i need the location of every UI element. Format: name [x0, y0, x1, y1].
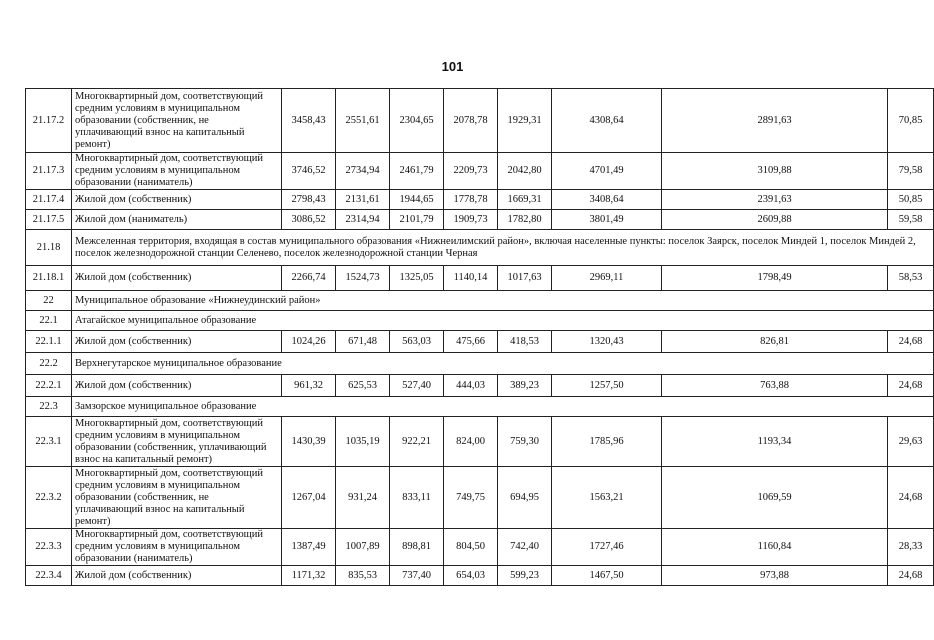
value-cell: 2734,94 [336, 153, 390, 190]
section-row [26, 353, 934, 375]
value-cell: 1909,73 [444, 210, 498, 230]
value-cell: 3408,64 [552, 190, 662, 210]
value-cell: 1778,78 [444, 190, 498, 210]
row-code: 21.17.4 [26, 190, 72, 210]
row-name: Жилой дом (собственник) [72, 566, 282, 586]
value-cell: 4701,49 [552, 153, 662, 190]
value-cell: 79,58 [888, 153, 934, 190]
row-name: Жилой дом (собственник) [72, 375, 282, 397]
value-cell: 2551,61 [336, 89, 390, 153]
value-cell: 563,03 [390, 331, 444, 353]
row-code: 22.3.2 [26, 467, 72, 529]
value-cell: 2891,63 [662, 89, 888, 153]
value-cell: 1929,31 [498, 89, 552, 153]
value-cell: 59,58 [888, 210, 934, 230]
tariff-table [25, 88, 934, 586]
value-cell: 1017,63 [498, 266, 552, 291]
row-code: 22.3 [26, 397, 72, 417]
value-cell: 1430,39 [282, 417, 336, 467]
row-code: 22.3.4 [26, 566, 72, 586]
value-cell: 2798,43 [282, 190, 336, 210]
section-row [26, 291, 934, 311]
table-row [26, 331, 934, 353]
value-cell: 4308,64 [552, 89, 662, 153]
value-cell: 3746,52 [282, 153, 336, 190]
value-cell: 1563,21 [552, 467, 662, 529]
row-name: Жилой дом (собственник) [72, 331, 282, 353]
row-name: Жилой дом (наниматель) [72, 210, 282, 230]
row-code: 22.2.1 [26, 375, 72, 397]
value-cell: 3109,88 [662, 153, 888, 190]
value-cell: 804,50 [444, 529, 498, 566]
value-cell: 1193,34 [662, 417, 888, 467]
value-cell: 1069,59 [662, 467, 888, 529]
section-row [26, 311, 934, 331]
value-cell: 70,85 [888, 89, 934, 153]
value-cell: 389,23 [498, 375, 552, 397]
value-cell: 835,53 [336, 566, 390, 586]
value-cell: 973,88 [662, 566, 888, 586]
value-cell: 444,03 [444, 375, 498, 397]
value-cell: 1140,14 [444, 266, 498, 291]
page-number: 101 [441, 59, 464, 74]
table-row [26, 529, 934, 566]
table-row [26, 190, 934, 210]
value-cell: 1171,32 [282, 566, 336, 586]
row-name: Многоквартирный дом, соответствующий средним условиям в муниципальном образовании (наниматель) [72, 529, 282, 566]
value-cell: 898,81 [390, 529, 444, 566]
value-cell: 2042,80 [498, 153, 552, 190]
value-cell: 24,68 [888, 375, 934, 397]
row-code: 22.1.1 [26, 331, 72, 353]
row-name: Многоквартирный дом, соответствующий средним условиям в муниципальном образовании (собственник, не уплачивающий взнос на капитальный ремонт) [72, 467, 282, 529]
value-cell: 1160,84 [662, 529, 888, 566]
table-row [26, 417, 934, 467]
section-title: Атагайское муниципальное образование [72, 311, 934, 331]
value-cell: 3458,43 [282, 89, 336, 153]
value-cell: 961,32 [282, 375, 336, 397]
value-cell: 671,48 [336, 331, 390, 353]
value-cell: 737,40 [390, 566, 444, 586]
value-cell: 475,66 [444, 331, 498, 353]
row-code: 21.17.2 [26, 89, 72, 153]
value-cell: 1387,49 [282, 529, 336, 566]
value-cell: 1944,65 [390, 190, 444, 210]
section-title: Верхнегутарское муниципальное образование [72, 353, 934, 375]
value-cell: 922,21 [390, 417, 444, 467]
table-row [26, 467, 934, 529]
row-code: 22.1 [26, 311, 72, 331]
value-cell: 1267,04 [282, 467, 336, 529]
table-row [26, 210, 934, 230]
value-cell: 1035,19 [336, 417, 390, 467]
value-cell: 418,53 [498, 331, 552, 353]
section-row [26, 397, 934, 417]
section-title: Муниципальное образование «Нижнеудинский район» [72, 291, 934, 311]
value-cell: 2314,94 [336, 210, 390, 230]
value-cell: 58,53 [888, 266, 934, 291]
value-cell: 2131,61 [336, 190, 390, 210]
value-cell: 1798,49 [662, 266, 888, 291]
value-cell: 749,75 [444, 467, 498, 529]
value-cell: 2609,88 [662, 210, 888, 230]
row-code: 22 [26, 291, 72, 311]
value-cell: 24,68 [888, 566, 934, 586]
table-row [26, 566, 934, 586]
value-cell: 2969,11 [552, 266, 662, 291]
value-cell: 2391,63 [662, 190, 888, 210]
value-cell: 29,63 [888, 417, 934, 467]
value-cell: 1257,50 [552, 375, 662, 397]
row-code: 21.18.1 [26, 266, 72, 291]
value-cell: 826,81 [662, 331, 888, 353]
section-row [26, 230, 934, 266]
value-cell: 763,88 [662, 375, 888, 397]
row-name: Многоквартирный дом, соответствующий средним условиям в муниципальном образовании (наниматель) [72, 153, 282, 190]
value-cell: 931,24 [336, 467, 390, 529]
row-code: 22.3.3 [26, 529, 72, 566]
value-cell: 2078,78 [444, 89, 498, 153]
value-cell: 833,11 [390, 467, 444, 529]
row-code: 22.3.1 [26, 417, 72, 467]
row-code: 21.17.3 [26, 153, 72, 190]
row-code: 21.17.5 [26, 210, 72, 230]
table-row [26, 153, 934, 190]
value-cell: 3086,52 [282, 210, 336, 230]
value-cell: 1524,73 [336, 266, 390, 291]
row-name: Многоквартирный дом, соответствующий средним условиям в муниципальном образовании (собственник, не уплачивающий взнос на капитальный ремонт) [72, 89, 282, 153]
value-cell: 1024,26 [282, 331, 336, 353]
row-name: Многоквартирный дом, соответствующий средним условиям в муниципальном образовании (собственник, уплачивающий взнос на капитальный ремонт) [72, 417, 282, 467]
value-cell: 2101,79 [390, 210, 444, 230]
row-code: 21.18 [26, 230, 72, 266]
value-cell: 625,53 [336, 375, 390, 397]
value-cell: 24,68 [888, 331, 934, 353]
value-cell: 2304,65 [390, 89, 444, 153]
value-cell: 1320,43 [552, 331, 662, 353]
section-title: Замзорское муниципальное образование [72, 397, 934, 417]
value-cell: 24,68 [888, 467, 934, 529]
value-cell: 654,03 [444, 566, 498, 586]
value-cell: 1325,05 [390, 266, 444, 291]
value-cell: 1782,80 [498, 210, 552, 230]
value-cell: 3801,49 [552, 210, 662, 230]
table-row [26, 89, 934, 153]
row-name: Жилой дом (собственник) [72, 190, 282, 210]
value-cell: 2461,79 [390, 153, 444, 190]
value-cell: 1669,31 [498, 190, 552, 210]
table-row [26, 375, 934, 397]
table-body [26, 89, 934, 586]
value-cell: 1785,96 [552, 417, 662, 467]
value-cell: 2209,73 [444, 153, 498, 190]
value-cell: 824,00 [444, 417, 498, 467]
value-cell: 742,40 [498, 529, 552, 566]
value-cell: 599,23 [498, 566, 552, 586]
section-title: Межселенная территория, входящая в состав муниципального образования «Нижнеилимский район», включая населенные пункты: поселок Заярск, поселок Миндей 1, поселок Миндей 2, поселок железнодорожной станции Селенево, поселок железнодорожной станции Черная [72, 230, 934, 266]
value-cell: 2266,74 [282, 266, 336, 291]
table-row [26, 266, 934, 291]
value-cell: 759,30 [498, 417, 552, 467]
value-cell: 28,33 [888, 529, 934, 566]
value-cell: 1467,50 [552, 566, 662, 586]
value-cell: 694,95 [498, 467, 552, 529]
value-cell: 1727,46 [552, 529, 662, 566]
row-name: Жилой дом (собственник) [72, 266, 282, 291]
value-cell: 1007,89 [336, 529, 390, 566]
value-cell: 527,40 [390, 375, 444, 397]
value-cell: 50,85 [888, 190, 934, 210]
row-code: 22.2 [26, 353, 72, 375]
